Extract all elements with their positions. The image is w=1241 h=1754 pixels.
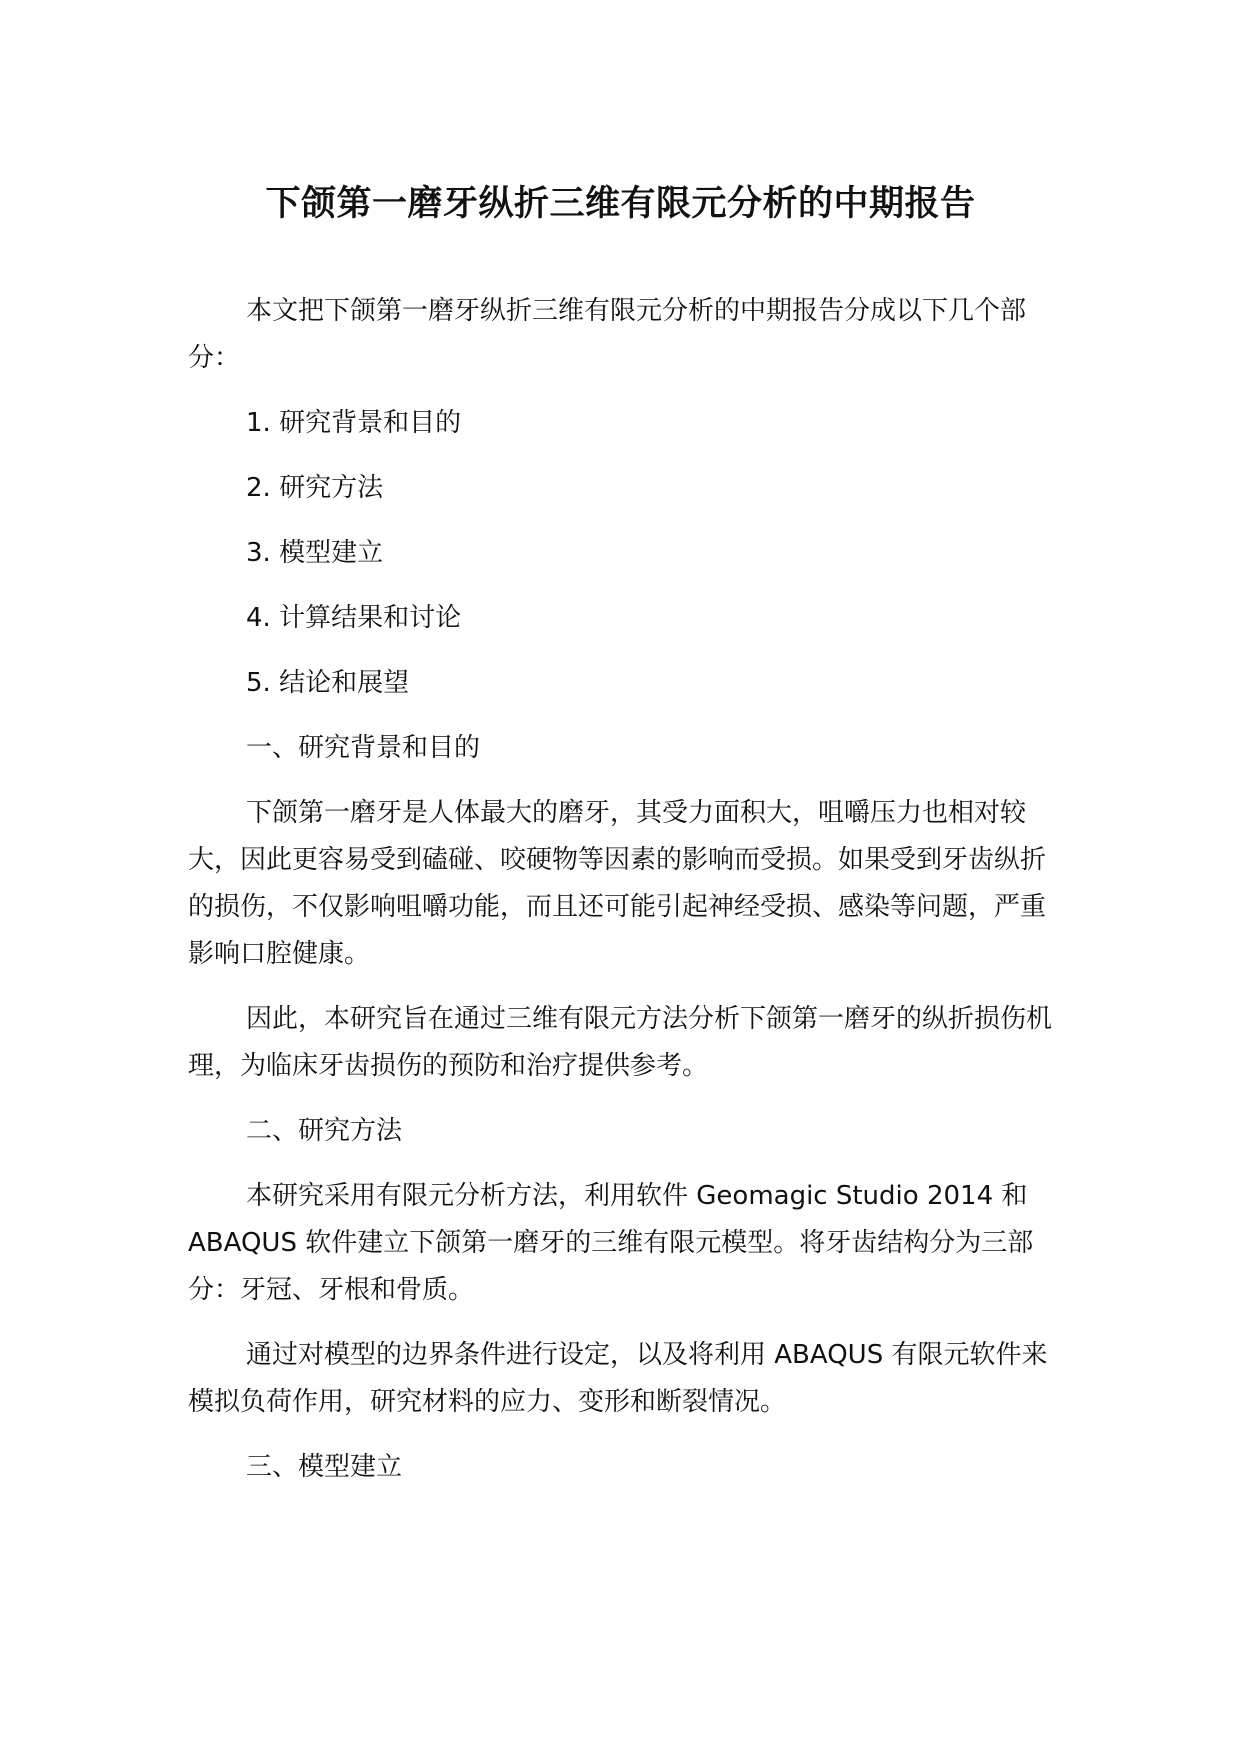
section-2-paragraph-1: 本研究采用有限元分析方法，利用软件 Geomagic Studio 2014 和 ABAQUS 软件建立下颌第一磨牙的三维有限元模型。将牙齿结构分为三部分：牙冠、牙根和骨质。 xyxy=(188,1181,1034,1305)
section-1-paragraph-2: 因此，本研究旨在通过三维有限元方法分析下颌第一磨牙的纵折损伤机理，为临床牙齿损伤的预防和治疗提供参考。 xyxy=(188,1004,1053,1081)
outline-item-5: 5. 结论和展望 xyxy=(246,668,410,698)
intro-paragraph: 本文把下颌第一磨牙纵折三维有限元分析的中期报告分成以下几个部分： xyxy=(188,296,1027,373)
section-1-heading: 一、研究背景和目的 xyxy=(246,733,481,763)
section-2-paragraph-2: 通过对模型的边界条件进行设定，以及将利用 ABAQUS 有限元软件来模拟负荷作用，研究材料的应力、变形和断裂情况。 xyxy=(188,1340,1048,1417)
outline-item-4: 4. 计算结果和讨论 xyxy=(246,603,462,633)
outline-item-2: 2. 研究方法 xyxy=(246,473,384,503)
document-body xyxy=(188,288,1054,1509)
outline-item-3: 3. 模型建立 xyxy=(246,538,384,568)
section-2-heading: 二、研究方法 xyxy=(246,1116,403,1146)
section-1-paragraph-1: 下颌第一磨牙是人体最大的磨牙，其受力面积大，咀嚼压力也相对较大，因此更容易受到磕碰、咬硬物等因素的影响而受损。如果受到牙齿纵折的损伤，不仅影响咀嚼功能，而且还可能引起神经受损、感染等问题，严重影响口腔健康。 xyxy=(188,798,1047,969)
outline-item-1: 1. 研究背景和目的 xyxy=(246,408,462,438)
section-3-heading: 三、模型建立 xyxy=(246,1452,403,1482)
document-title: 下颌第一磨牙纵折三维有限元分析的中期报告 xyxy=(265,184,976,224)
